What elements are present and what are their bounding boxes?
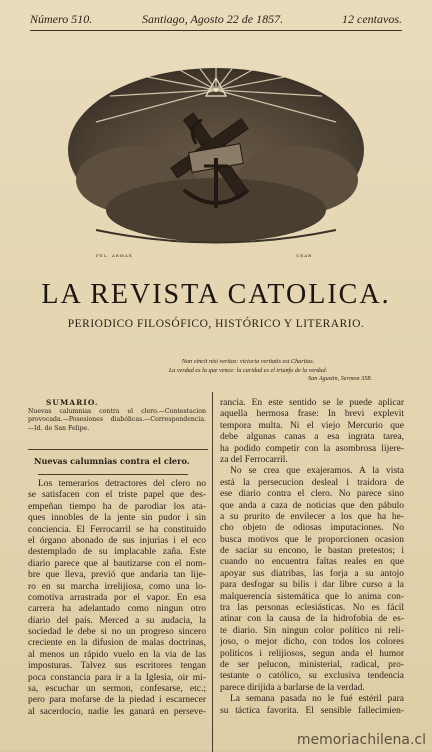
text-line: debe algunas canas a esa ingrata tarea, [220, 432, 404, 443]
epigraph [124, 358, 372, 384]
text-line: de saciar su encono, le bastan pretestos; i [220, 546, 404, 557]
section-rule [28, 449, 208, 450]
article-title-rule [38, 474, 188, 475]
text-line: el órgano abonado de sus injurias i el eco [28, 535, 206, 546]
text-line: tra las personas eclesiásticas. No es fácil [220, 603, 404, 614]
page-header [30, 10, 402, 28]
text-line: apoyar sus diatribas, las forja a su antojo [220, 568, 404, 579]
text-line: ro en su marcha irrelijiosa, como una lo- [28, 581, 206, 592]
text-line: malquerencia sistemática que lo anima con- [220, 591, 404, 602]
text-line: al sacerdocio, nadie les ganará en perseve- [28, 706, 206, 717]
engraver-credit-right: GRAB [296, 253, 313, 258]
left-column [28, 456, 206, 718]
issue-number: Número 510. [30, 12, 93, 26]
text-line: bre que lleva, previó que andaria tan lije- [28, 570, 206, 581]
text-line: imposturas. Talvez sus escritores tengan [28, 661, 206, 672]
text-line: empeñan tiempo ha de parodiar los ata- [28, 501, 206, 512]
epigraph-source: San Agustin, Sermon 358. [308, 375, 372, 383]
issue-date: Santiago, Agosto 22 de 1857. [142, 12, 284, 26]
text-line: ha podido competir con la asombrosa lijere- [220, 443, 404, 454]
text-line: sociedad le debe si no un progreso sincero [28, 627, 206, 638]
text-line: La semana pasada no le fué estéril para [230, 694, 404, 705]
epigraph-latin: Non vincit nisi veritas: victoria veritatis est Charitas. [181, 358, 315, 365]
text-line: diario del país. Merced a su audacia, la [28, 615, 206, 626]
text-line: za del Ferrocarril. [220, 454, 288, 465]
text-line: rancia. En este sentido se le puede aplicar [220, 398, 404, 408]
column-divider [212, 392, 213, 752]
text-line: su táctica favorita. El sensible fallecimien- [220, 705, 404, 716]
summary-heading: SUMARIO. [46, 398, 99, 407]
text-line: diario parece que al bautizarse con el nom- [28, 558, 206, 569]
text-line: creciente en la difusion de malas doctrinas, [28, 638, 206, 649]
text-line: busca motivos que le proporcionen ocasion [220, 534, 404, 545]
engraver-credit-left: FEL. ARMAR [96, 253, 133, 258]
text-line: poca constancia para ir a la Iglesia, oir mi- [28, 672, 206, 683]
text-line: atinar con la causa de la hidrofobia de es- [220, 614, 404, 625]
text-line: pero para mofarse de la piedad i escarnecer [28, 695, 206, 706]
article-text-right [220, 398, 404, 717]
epigraph-spanish: La verdad es la que vence: la caridad es el triunfo de la verdad. [168, 366, 328, 374]
text-line: a su prurito de envilecer a los que ha he- [220, 511, 404, 522]
text-line: te diario. Sin ningun color político ni reli- [220, 625, 404, 636]
header-rule [30, 30, 402, 31]
text-line: No se crea que exajeramos. A la vista [230, 466, 404, 477]
text-line: destemplado de su implacable zaña. Este [28, 547, 206, 558]
text-line: de ser pelucon, ministerial, radical, pro- [220, 659, 404, 670]
article-text-left [28, 479, 206, 718]
text-line: aquella hermosa frase: In brevi explevit [220, 409, 404, 420]
text-line: está la persecucion desleal i traidora de [220, 477, 404, 488]
text-line: ques innobles de la jente sin pudor i sin [28, 513, 206, 524]
right-column [220, 398, 404, 717]
summary-box [28, 398, 206, 433]
text-line: cho objeto de odiosas imputaciones. No [220, 523, 404, 534]
text-line: parece dirijida a barlarse de la verdad. [220, 682, 365, 693]
text-line: joso, o mejor dicho, con todos los colores [220, 637, 404, 648]
text-line: Los temerarios detractores del clero no [38, 479, 206, 489]
newspaper-title: LA REVISTA CATOLICA. [41, 279, 391, 310]
masthead-engraving [66, 40, 366, 265]
newspaper-subtitle: PERIODICO FILOSÓFICO, HISTÓRICO Y LITERARIO. [67, 318, 365, 330]
text-line: ese diario contra el clero. No parece sino [220, 489, 404, 500]
text-line: testante o católico, su exclusiva tendencia [220, 671, 404, 682]
text-line: conciencia. El Ferrocarril se ha constituido [28, 524, 206, 535]
text-line: al menos un rápido vuelo en la via de las [28, 649, 206, 660]
text-line: políticos i relijiosos, segun anda el humor [220, 648, 404, 659]
text-line: se satisfacen con el triste papel que des- [28, 490, 206, 501]
text-line: que anda a caza de noticias que den pábulo [220, 500, 404, 511]
issue-price: 12 centavos. [342, 12, 402, 26]
article-title: Nuevas calumnias contra el clero. [34, 456, 190, 466]
text-line: cuando no encuentra faltas reales en que [220, 557, 404, 568]
summary-text: Nuevas calumnias contra el clero.—Contestacion provocada.—Posesiones diabólicas.—Correspondencia.—Id. de San Felipe. [28, 408, 206, 432]
source-watermark: memoriachilena.cl [296, 732, 426, 748]
text-line: tempora multa. Ni el viejo Mercurio que [220, 420, 404, 431]
text-line: sa, escuchar un sermon, confesarse, etc.; [28, 684, 206, 695]
text-line: comotiva arrastrada por el vapor. En esa [28, 592, 206, 603]
text-line: para desfogar su bilis i dar libre curso a la [220, 580, 404, 591]
text-line: carrera ha adelantado como ningun otro [28, 604, 206, 615]
